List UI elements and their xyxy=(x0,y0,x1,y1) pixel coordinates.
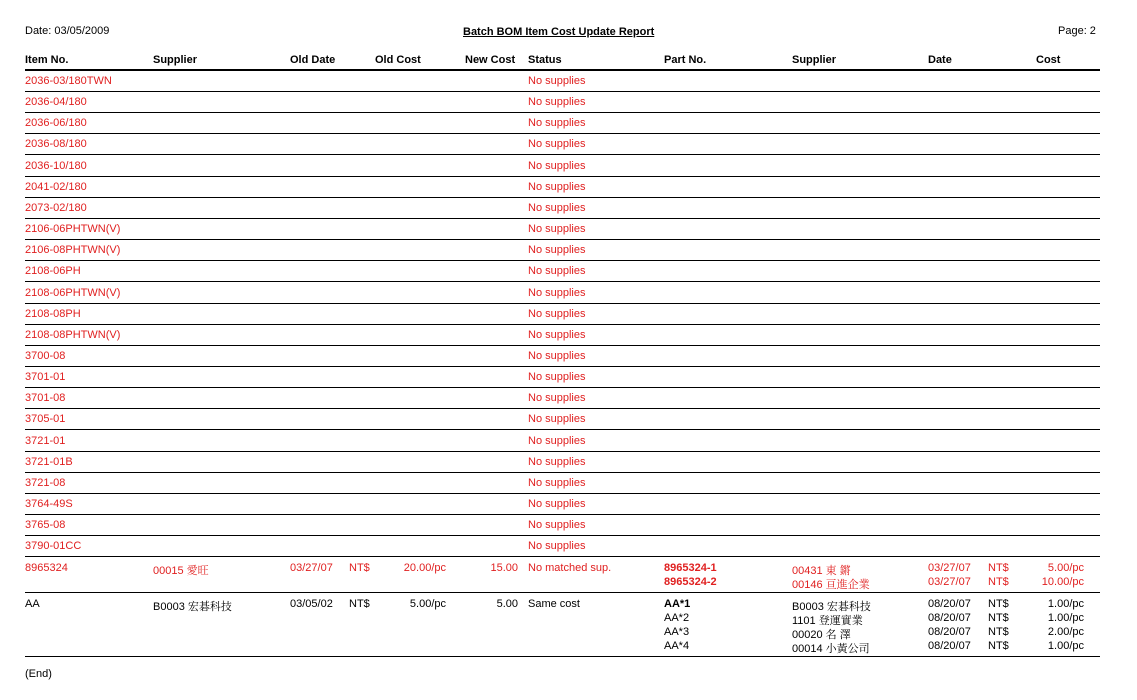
item-no-cell: 3721-08 xyxy=(25,476,66,489)
row-divider xyxy=(25,260,1100,261)
row-divider xyxy=(25,176,1100,177)
row-divider xyxy=(25,387,1100,388)
status-cell: No supplies xyxy=(528,223,586,235)
item-no-cell: AA xyxy=(25,598,40,610)
part-cost-cell: 10.00/pc xyxy=(1041,576,1084,588)
header-rule xyxy=(25,69,1100,71)
old-cost-cell: 5.00/pc xyxy=(409,598,446,610)
supplier-cell: B0003 宏碁科技 xyxy=(153,601,232,613)
col-item-no: Item No. xyxy=(25,54,69,66)
part-no-cell: AA*3 xyxy=(664,626,690,638)
status-cell: No supplies xyxy=(528,498,586,510)
item-no-cell: 3701-08 xyxy=(25,392,66,405)
part-supplier-cell: 00431 東 鏘 xyxy=(792,565,851,577)
col-supplier: Supplier xyxy=(153,54,198,66)
new-cost-cell: 15.00 xyxy=(490,562,518,574)
part-no-cell: AA*1 xyxy=(664,598,691,610)
part-cost-cell: 1.00/pc xyxy=(1047,612,1084,624)
part-cost-cell: 2.00/pc xyxy=(1047,626,1084,638)
col-status: Status xyxy=(528,54,562,66)
part-currency-cell: NT$ xyxy=(988,598,1009,610)
status-cell: Same cost xyxy=(528,598,580,610)
row-divider xyxy=(25,408,1100,409)
status-cell: No supplies xyxy=(528,201,586,214)
part-no-cell: AA*2 xyxy=(664,612,690,624)
item-no-cell: 3721-01B xyxy=(25,455,73,468)
status-cell: No supplies xyxy=(528,392,586,405)
part-cost-cell: 5.00/pc xyxy=(1047,562,1084,574)
currency-cell: NT$ xyxy=(349,562,370,574)
col-date: Date xyxy=(928,54,952,66)
status-cell: No supplies xyxy=(528,265,586,278)
part-date-cell: 03/27/07 xyxy=(928,576,971,588)
status-cell: No supplies xyxy=(528,371,586,384)
item-no-cell: 3721-01 xyxy=(25,434,66,447)
item-no-cell: 2108-06PHTWN(V) xyxy=(25,286,121,299)
status-cell: No supplies xyxy=(528,75,586,87)
old-date-cell: 03/27/07 xyxy=(290,562,333,574)
part-currency-cell: NT$ xyxy=(988,612,1009,624)
row-divider xyxy=(25,514,1100,515)
item-no-cell: 2036-03/180TWN xyxy=(25,75,112,87)
item-no-cell: 3700-08 xyxy=(25,349,66,362)
item-no-cell: 3790-01CC xyxy=(25,540,82,553)
part-currency-cell: NT$ xyxy=(988,626,1009,638)
status-cell: No supplies xyxy=(528,96,586,109)
row-divider xyxy=(25,656,1100,657)
item-no-cell: 3764-49S xyxy=(25,498,73,510)
part-currency-cell: NT$ xyxy=(988,640,1009,652)
status-cell: No supplies xyxy=(528,328,586,341)
item-no-cell: 2108-06PH xyxy=(25,265,81,278)
status-cell: No supplies xyxy=(528,434,586,447)
status-cell: No supplies xyxy=(528,519,586,532)
col-part-no: Part No. xyxy=(664,54,707,66)
item-no-cell: 2041-02/180 xyxy=(25,180,87,193)
part-cost-cell: 1.00/pc xyxy=(1047,598,1084,610)
part-supplier-cell: 00020 名 澤 xyxy=(792,629,851,641)
row-divider xyxy=(25,345,1100,346)
part-supplier-cell: B0003 宏碁科技 xyxy=(792,601,871,613)
row-divider xyxy=(25,429,1100,430)
supplier-cell: 00015 愛旺 xyxy=(153,565,209,577)
col-old-cost: Old Cost xyxy=(375,54,421,66)
col-cost: Cost xyxy=(1036,54,1061,66)
item-no-cell: 2036-08/180 xyxy=(25,138,87,151)
status-cell: No supplies xyxy=(528,476,586,489)
report-title: Batch BOM Item Cost Update Report xyxy=(463,26,655,38)
old-cost-cell: 20.00/pc xyxy=(403,562,446,574)
item-no-cell: 2106-06PHTWN(V) xyxy=(25,223,121,235)
part-supplier-cell: 00014 小黃公司 xyxy=(792,643,870,655)
row-divider xyxy=(25,112,1100,113)
row-divider xyxy=(25,366,1100,367)
row-divider xyxy=(25,324,1100,325)
item-no-cell: 2106-08PHTWN(V) xyxy=(25,244,121,257)
item-no-cell: 2108-08PHTWN(V) xyxy=(25,328,121,341)
status-cell: No supplies xyxy=(528,307,586,320)
item-no-cell: 2073-02/180 xyxy=(25,201,87,214)
item-no-cell: 2036-10/180 xyxy=(25,159,87,172)
part-no-cell: 8965324-1 xyxy=(664,562,717,574)
part-no-cell: AA*4 xyxy=(664,640,690,652)
status-cell: No supplies xyxy=(528,138,586,151)
item-no-cell: 2036-04/180 xyxy=(25,96,87,109)
item-no-cell: 8965324 xyxy=(25,562,68,574)
part-date-cell: 08/20/07 xyxy=(928,640,971,652)
row-divider xyxy=(25,197,1100,198)
item-no-cell: 2036-06/180 xyxy=(25,117,87,130)
status-cell: No supplies xyxy=(528,117,586,130)
part-supplier-cell: 00146 亘進企業 xyxy=(792,579,870,591)
old-date-cell: 03/05/02 xyxy=(290,598,333,610)
report-date: Date: 03/05/2009 xyxy=(25,25,110,37)
part-supplier-cell: 1101 登運實業 xyxy=(792,615,863,627)
status-cell: No supplies xyxy=(528,286,586,299)
item-no-cell: 3701-01 xyxy=(25,371,66,384)
row-divider xyxy=(25,535,1100,536)
status-cell: No supplies xyxy=(528,349,586,362)
row-divider xyxy=(25,451,1100,452)
item-no-cell: 2108-08PH xyxy=(25,307,81,320)
status-cell: No supplies xyxy=(528,540,586,553)
row-divider xyxy=(25,218,1100,219)
row-divider xyxy=(25,472,1100,473)
part-date-cell: 03/27/07 xyxy=(928,562,971,574)
status-cell: No supplies xyxy=(528,413,586,426)
row-divider xyxy=(25,303,1100,304)
part-no-cell: 8965324-2 xyxy=(664,576,717,588)
item-no-cell: 3765-08 xyxy=(25,519,66,532)
page-number: Page: 2 xyxy=(1058,25,1096,37)
part-date-cell: 08/20/07 xyxy=(928,626,971,638)
row-divider xyxy=(25,91,1100,92)
row-divider xyxy=(25,281,1100,282)
col-old-date: Old Date xyxy=(290,54,336,66)
status-cell: No supplies xyxy=(528,159,586,172)
row-divider xyxy=(25,133,1100,134)
status-cell: No supplies xyxy=(528,180,586,193)
end-marker: (End) xyxy=(25,668,52,680)
status-cell: No supplies xyxy=(528,244,586,257)
col-new-cost: New Cost xyxy=(465,54,516,66)
part-date-cell: 08/20/07 xyxy=(928,598,971,610)
part-currency-cell: NT$ xyxy=(988,576,1009,588)
new-cost-cell: 5.00 xyxy=(496,598,518,610)
item-no-cell: 3705-01 xyxy=(25,413,66,426)
row-divider xyxy=(25,239,1100,240)
part-date-cell: 08/20/07 xyxy=(928,612,971,624)
currency-cell: NT$ xyxy=(349,598,370,610)
part-currency-cell: NT$ xyxy=(988,562,1009,574)
row-divider xyxy=(25,154,1100,155)
status-cell: No matched sup. xyxy=(528,562,612,574)
part-cost-cell: 1.00/pc xyxy=(1047,640,1084,652)
col-supplier-2: Supplier xyxy=(792,54,837,66)
row-divider xyxy=(25,556,1100,557)
row-divider xyxy=(25,493,1100,494)
row-divider xyxy=(25,592,1100,593)
status-cell: No supplies xyxy=(528,455,586,468)
